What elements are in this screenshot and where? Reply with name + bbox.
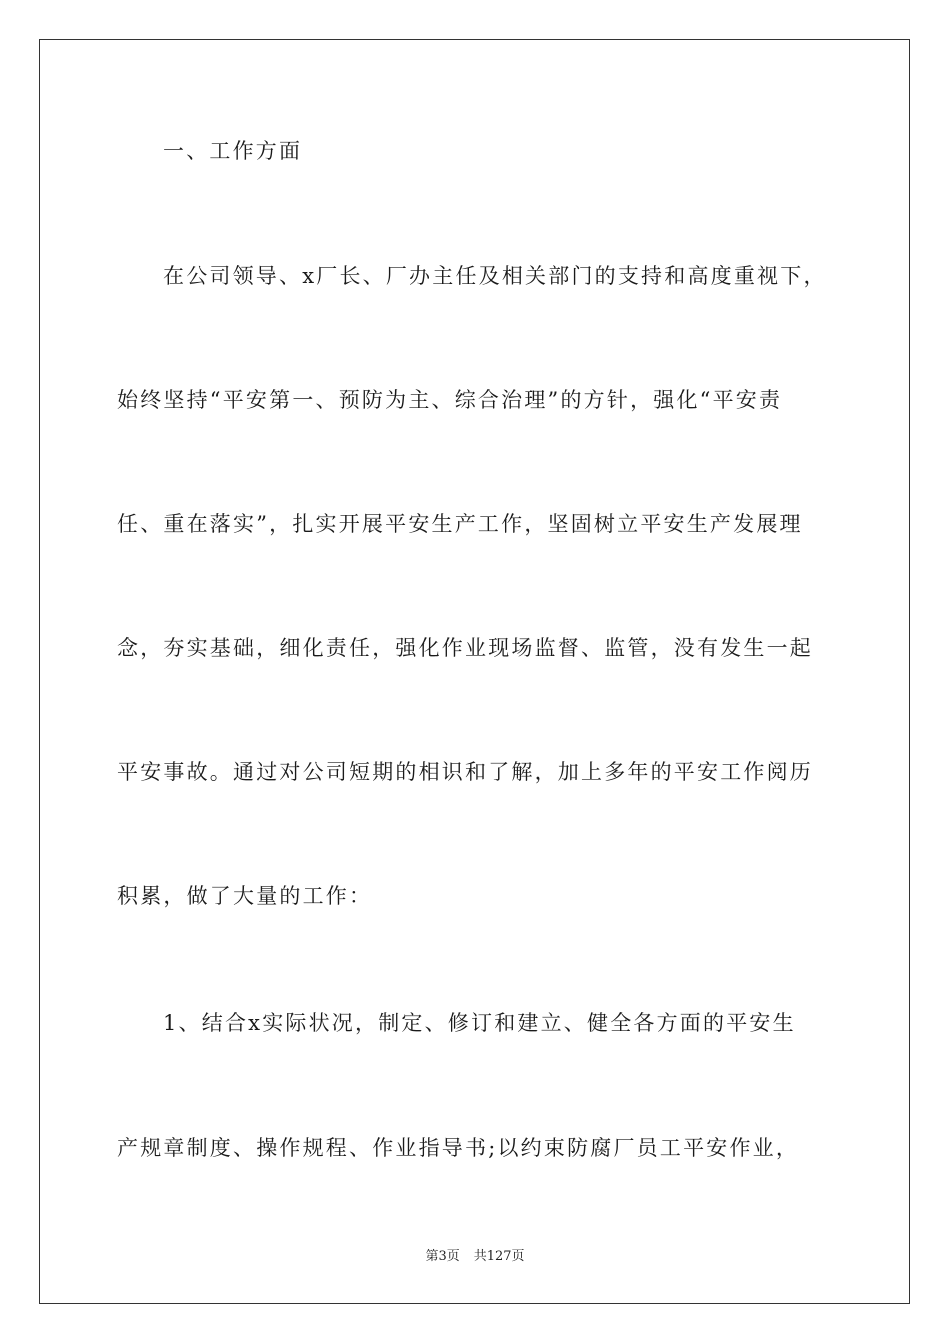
paragraph-line: 在公司领导、x厂长、厂办主任及相关部门的支持和高度重视下， [163,264,827,288]
paragraph-line: 始终坚持“平安第一、预防为主、综合治理”的方针，强化“平安责 [117,388,783,412]
section-heading: 一、工作方面 [163,139,303,163]
page-footer [0,1248,950,1266]
paragraph-line: 任、重在落实”，扎实开展平安生产工作，坚固树立平安生产发展理 [117,512,803,536]
page-total: 共127页 [473,1249,525,1264]
page-number: 第3页 [425,1249,460,1264]
list-item-line: 1、结合x实际状况，制定、修订和建立、健全各方面的平安生 [163,1011,796,1035]
page-border [39,39,910,1304]
paragraph-line: 平安事故。通过对公司短期的相识和了解，加上多年的平安工作阅历 [117,760,813,784]
paragraph-line: 念，夯实基础，细化责任，强化作业现场监督、监管，没有发生一起 [117,636,813,660]
list-item-line: 产规章制度、操作规程、作业指导书;以约束防腐厂员工平安作业， [117,1136,800,1160]
paragraph-line: 积累，做了大量的工作： [117,884,373,908]
